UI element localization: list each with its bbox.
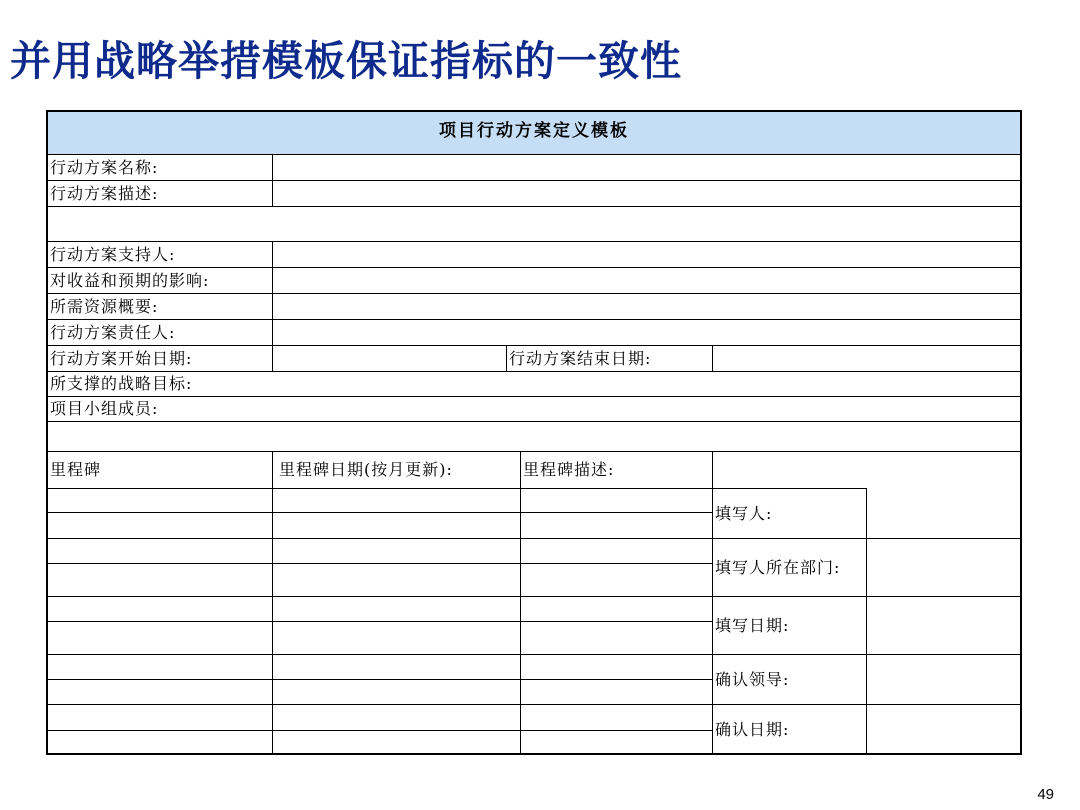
label-filler: 填写人: (715, 503, 773, 523)
action-plan-template-table (46, 110, 1022, 755)
label-action-owner: 行动方案责任人: (50, 322, 176, 342)
label-milestone: 里程碑 (50, 460, 102, 479)
label-fill-date: 填写日期: (715, 615, 790, 635)
label-approval-date: 确认日期: (715, 719, 790, 739)
label-milestone-date: 里程碑日期(按月更新): (279, 460, 453, 479)
label-action-description: 行动方案描述: (50, 183, 159, 203)
label-impact: 对收益和预期的影响: (50, 270, 210, 290)
label-filler-department: 填写人所在部门: (715, 557, 841, 577)
label-action-name: 行动方案名称: (50, 157, 159, 177)
table-header-title: 项目行动方案定义模板 (439, 120, 629, 141)
label-end-date: 行动方案结束日期: (509, 348, 652, 368)
page-number: 49 (1037, 786, 1054, 803)
label-approver: 确认领导: (715, 669, 790, 689)
table-header (48, 112, 1020, 155)
label-strategic-goal: 所支撑的战略目标: (50, 374, 193, 393)
label-action-supporter: 行动方案支持人: (50, 244, 176, 264)
label-project-members: 项目小组成员: (50, 399, 159, 418)
label-resources: 所需资源概要: (50, 296, 159, 316)
label-milestone-description: 里程碑描述: (523, 460, 615, 479)
label-start-date: 行动方案开始日期: (50, 348, 193, 368)
slide-title: 并用战略举措模板保证指标的一致性 (10, 37, 682, 85)
